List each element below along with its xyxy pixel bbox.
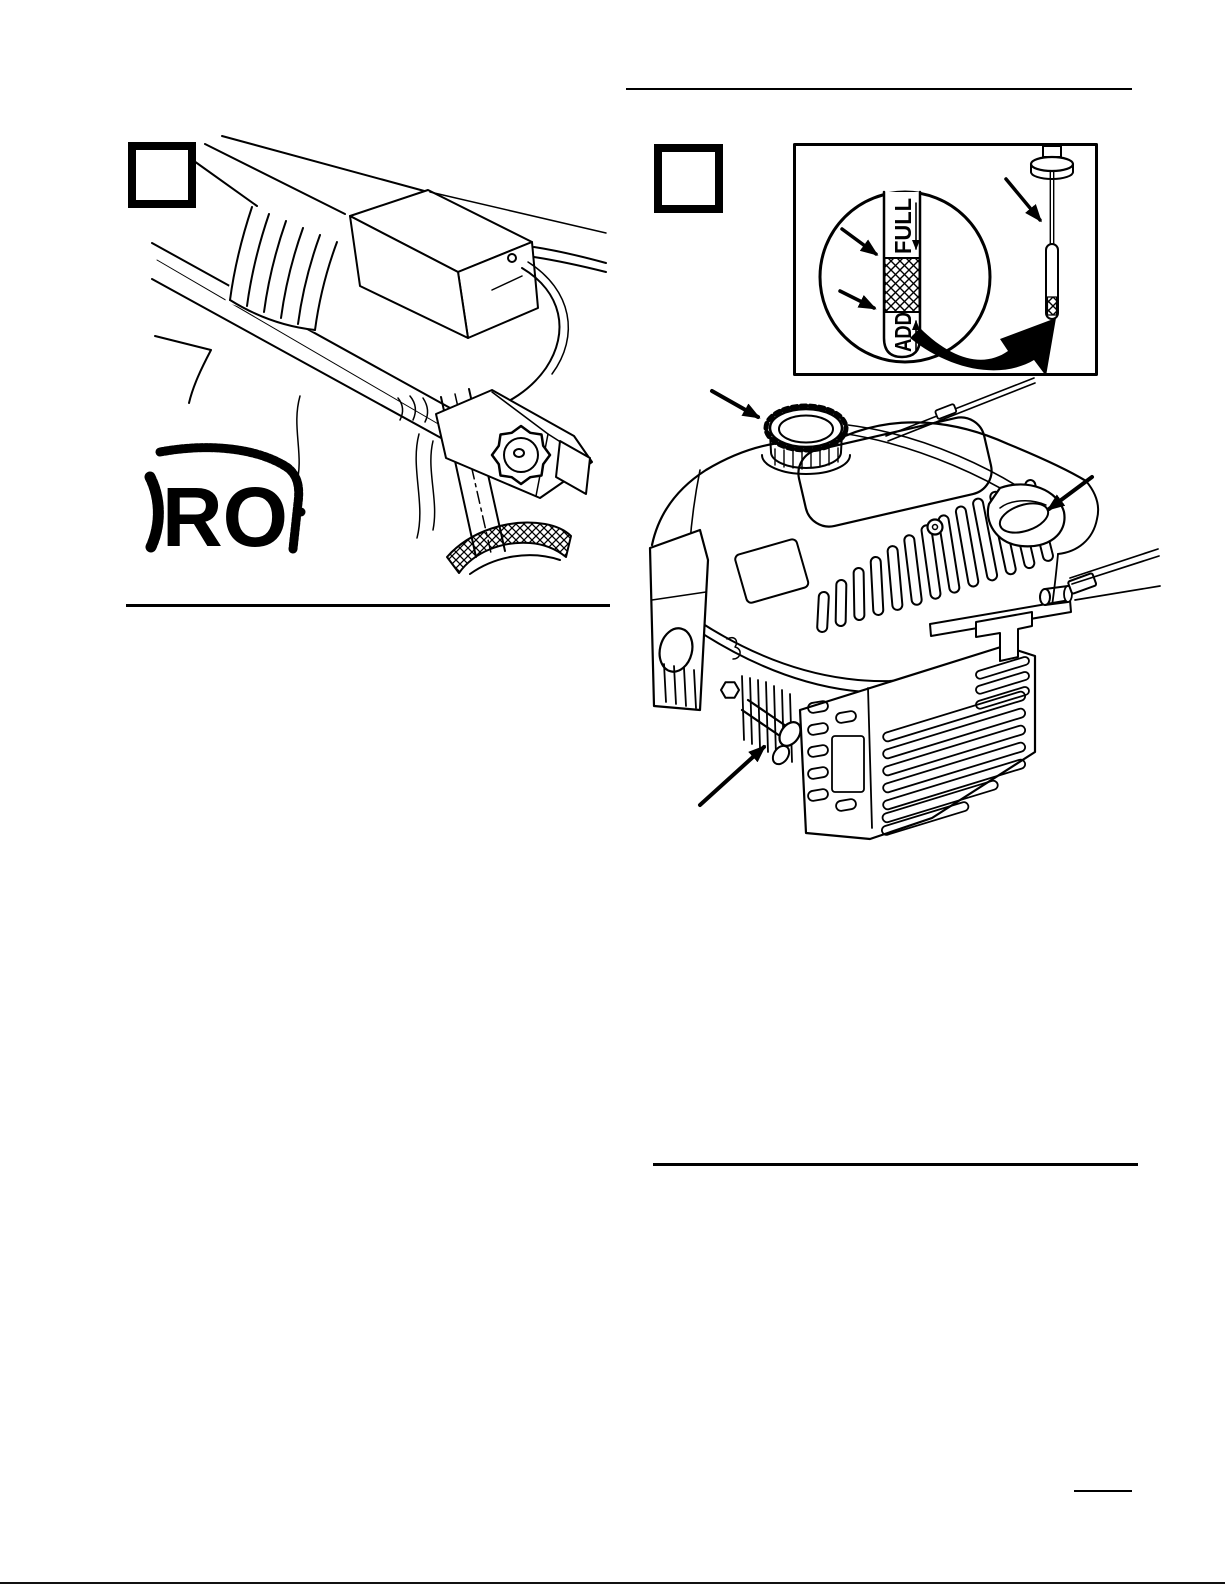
cable-bellows [225,206,342,332]
oil-range-hatch [885,258,920,312]
add-label: ADD [890,302,916,352]
fuel-cap-arrow-icon [712,391,758,417]
dipstick-blade-detail [884,192,920,357]
section-rule-top-right [626,88,1132,90]
hex-bolt [721,682,739,698]
flywheel-side-block [650,530,708,710]
figure-left-bottom-rule [126,604,610,607]
section-rule-right [653,1163,1138,1166]
footer-rule [1074,1490,1132,1492]
oil-fill-arrow-icon [1049,477,1092,509]
wheel-tread [447,523,571,574]
toro-logo-text: RO [162,470,288,564]
figure-number-box-left [128,142,196,208]
throttle-rod [886,378,1035,441]
figure-right-illustration [630,130,1170,890]
handle-knob [492,426,550,484]
muffler-guard [800,646,1035,839]
engine-label-plate [734,538,809,604]
full-label: FULL [890,195,916,254]
oil-fill-port [988,484,1065,546]
toro-logo [150,448,306,564]
drain-arrow-icon [700,747,764,805]
figure-number-box-right [654,144,723,213]
page-bottom-edge [0,1582,1225,1584]
engine-illustration [650,378,1160,839]
fuel-cap [762,406,850,474]
shroud-bolt [928,520,943,535]
control-mount-box [350,190,538,338]
registered-mark-icon [297,508,306,517]
